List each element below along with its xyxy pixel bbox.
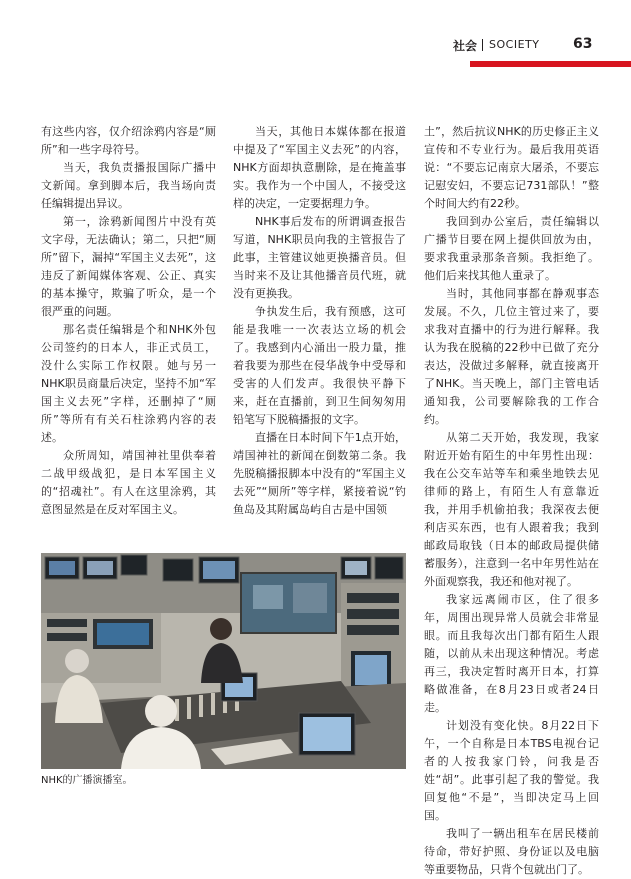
page-number: 63 <box>573 36 593 52</box>
paragraph: 从第二天开始，我发现，我家附近开始有陌生的中年男性出现：我在公交车站等车和乘坐地铁去见律师的路上，有陌生人有意靠近我，并用手机偷拍我；我深夜去便利店买东西，也有人跟着我；我到邮政局取钱（日本的邮政局提供储蓄服务），注意到一名中年男性站在外面观察我，我还和他对视了。 <box>424 431 599 588</box>
section-label-cn: 社会 <box>453 39 478 53</box>
paragraph: 直播在日本时间下午1点开始，靖国神社的新闻在倒数第二条。我先脱稿播报脚本中没有的“军国主义去死”“厕所”等字样，紧接着说“钓鱼岛及其附属岛屿自古是中国领 <box>233 431 406 516</box>
page-header <box>0 36 631 56</box>
article-column-3 <box>424 123 599 879</box>
article-column-2 <box>233 123 406 519</box>
paragraph: 当天，其他日本媒体都在报道中提及了“军国主义去死”的内容，NHK方面却执意删除，是在掩盖事实。我作为一个中国人，不接受这样的决定，一定要据理力争。 <box>233 125 406 210</box>
paragraph: 土”，然后抗议NHK的历史修正主义宣传和不专业行为。最后我用英语说：“不要忘记南京大屠杀，不要忘记慰安妇，不要忘记731部队！”整个时间大约有22秒。 <box>424 125 599 210</box>
paragraph: 当时，其他同事都在静观事态发展。不久，几位主管过来了，要求我对直播中的行为进行解释。我认为我在脱稿的22秒中已做了充分表达，没做过多解释，就直接离开了NHK。当天晚上，部门主管电话通知我，公司要解除我的工作合约。 <box>424 287 599 426</box>
paragraph: 我家远离闹市区，住了很多年，周围出现异常人员就会非常显眼。而且我每次出门都有陌生人跟随，以前从未出现这种情况。考虑再三，我决定暂时离开日本，打算略做准备，在8月23日或者24日走。 <box>424 593 599 714</box>
broadcast-studio-photo <box>41 553 406 769</box>
header-accent-rule <box>470 61 631 67</box>
paragraph: 我叫了一辆出租车在居民楼前待命，带好护照、身份证以及电脑等重要物品，只背个包就出门了。 <box>424 827 599 876</box>
paragraph: 那名责任编辑是个和NHK外包公司签约的日本人，非正式员工，没什么实际工作权限。她与另一NHK职员商量后决定，坚持不加“军国主义去死”字样，还删掉了“厕所”等所有有关石柱涂鸦内容的表述。 <box>41 323 216 444</box>
paragraph: 第一，涂鸦新闻图片中没有英文字母，无法确认；第二，只把“厕所”留下，漏掉“军国主义去死”，这违反了新闻媒体客观、公正、真实的基本操守，欺骗了听众，是一个很严重的问题。 <box>41 215 216 318</box>
paragraph: 我回到办公室后，责任编辑以广播节目要在网上提供回放为由，要求我重录那条音频。我拒绝了。他们后来找其他人重录了。 <box>424 215 599 282</box>
section-divider <box>482 39 483 51</box>
paragraph: 计划没有变化快。8月22日下午，一个自称是日本TBS电视台记者的人按我家门铃，问我是否姓“胡”。此事引起了我的警觉。我回复他“不是”，当即决定马上回国。 <box>424 719 599 822</box>
paragraph: 当天，我负责播报国际广播中文新闻。拿到脚本后，我当场向责任编辑提出异议。 <box>41 161 216 210</box>
paragraph: 有这些内容，仅介绍涂鸦内容是“厕所”和一些字母符号。 <box>41 125 216 156</box>
photo-caption: NHK的广播演播室。 <box>41 775 133 786</box>
section-label-en: SOCIETY <box>489 38 540 51</box>
paragraph: NHK事后发布的所谓调查报告写道，NHK职员向我的主管报告了此事，主管建议她更换播音员。但当时来不及让其他播音员代班，就没有更换我。 <box>233 215 406 300</box>
paragraph: 争执发生后，我有预感，这可能是我唯一一次表达立场的机会了。我感到内心涌出一股力量，推着我要为那些在侵华战争中受辱和受害的人们发声。我很快平静下来，赶在直播前，到卫生间匆匆用铅笔写下脱稿播报的文字。 <box>233 305 406 426</box>
article-column-1 <box>41 123 216 519</box>
paragraph: 众所周知，靖国神社里供奉着二战甲级战犯，是日本军国主义的“招魂社”。有人在这里涂鸦，其意图显然是在反对军国主义。 <box>41 449 216 516</box>
studio-illustration <box>41 553 406 769</box>
